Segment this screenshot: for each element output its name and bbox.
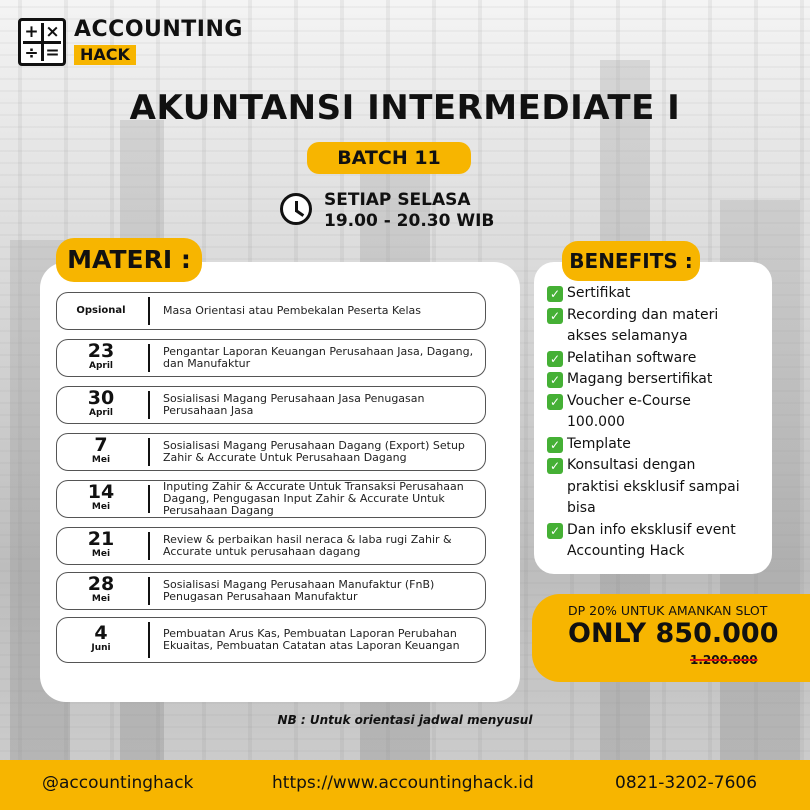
divide-symbol: ÷ xyxy=(24,42,39,63)
row-day: 21 xyxy=(87,528,115,550)
row-desc: Sosialisasi Magang Perusahaan Dagang (Export) Setup Zahir & Accurate Untuk Perusahaan Dagang xyxy=(163,439,465,464)
price-old: 1.200.000 xyxy=(690,653,758,667)
row-desc: Masa Orientasi atau Pembekalan Peserta Kelas xyxy=(163,304,421,317)
materi-row xyxy=(56,292,486,330)
row-opsional: Opsional xyxy=(76,305,126,316)
row-day: 4 xyxy=(94,622,108,644)
check-icon: ✓ xyxy=(547,372,563,388)
row-month: Juni xyxy=(91,643,111,653)
row-desc: Inputing Zahir & Accurate Untuk Transaksi Perusahaan Dagang, Pengugasan Input Zahir & Accurate Untuk Perusahaan Dagang xyxy=(163,480,464,517)
materi-row xyxy=(56,527,486,565)
row-month: Mei xyxy=(91,455,111,465)
schedule-time: 19.00 - 20.30 WIB xyxy=(324,211,495,231)
phone-number[interactable]: 0821-3202-7606 xyxy=(615,773,758,793)
row-desc: Sosialisasi Magang Perusahaan Manufaktur (FnB) Penugasan Perusahaan Manufaktur xyxy=(163,578,435,603)
page-title: AKUNTANSI INTERMEDIATE I xyxy=(129,88,681,128)
row-day: 7 xyxy=(94,434,108,456)
benefit-item: ✓ Konsultasi dengan praktisi eksklusif sampai bisa xyxy=(547,455,769,520)
schedule-info xyxy=(324,190,494,232)
benefit-item: ✓ Magang bersertifikat xyxy=(547,369,769,391)
row-day: 23 xyxy=(87,340,115,362)
row-day: 30 xyxy=(87,387,115,409)
materi-row xyxy=(56,572,486,610)
price-current: ONLY 850.000 xyxy=(568,618,779,649)
equals-symbol: = xyxy=(45,42,60,63)
benefit-item: ✓ Template xyxy=(547,434,769,456)
benefit-item: ✓ Pelatihan software xyxy=(547,348,769,370)
clock-icon xyxy=(280,193,312,225)
check-icon: ✓ xyxy=(547,437,563,453)
check-icon: ✓ xyxy=(547,286,563,302)
benefit-item: ✓ Voucher e-Course 100.000 xyxy=(547,391,769,434)
batch-badge: BATCH 11 xyxy=(307,142,471,174)
benefits-list xyxy=(547,283,769,563)
schedule-day: SETIAP SELASA xyxy=(324,190,471,210)
benefit-item: ✓ Sertifikat xyxy=(547,283,769,305)
row-desc: Sosialisasi Magang Perusahaan Jasa Penugasan Perusahaan Jasa xyxy=(163,392,425,417)
benefit-item: ✓ Dan info eksklusif event Accounting Hack xyxy=(547,520,769,563)
benefits-label: BENEFITS : xyxy=(562,241,700,281)
instagram-handle[interactable]: @accountinghack xyxy=(42,773,194,793)
check-icon: ✓ xyxy=(547,458,563,474)
logo-line2: HACK xyxy=(74,45,136,65)
row-day: 28 xyxy=(87,573,115,595)
plus-symbol: + xyxy=(24,21,39,42)
benefit-item: ✓ Recording dan materi akses selamanya xyxy=(547,305,769,348)
row-month: April xyxy=(88,408,114,418)
times-symbol: × xyxy=(45,21,60,42)
check-icon: ✓ xyxy=(547,523,563,539)
materi-row xyxy=(56,617,486,663)
dp-note: DP 20% UNTUK AMANKAN SLOT xyxy=(568,603,768,618)
schedule-note: NB : Untuk orientasi jadwal menyusul xyxy=(277,713,533,727)
check-icon: ✓ xyxy=(547,394,563,410)
row-month: Mei xyxy=(91,594,111,604)
materi-label: MATERI : xyxy=(56,238,202,282)
materi-row xyxy=(56,433,486,471)
brand-logo xyxy=(18,18,243,66)
row-day: 14 xyxy=(87,481,115,503)
row-month: Mei xyxy=(91,549,111,559)
row-desc: Pengantar Laporan Keuangan Perusahaan Jasa, Dagang, dan Manufaktur xyxy=(163,345,474,370)
calculator-icon xyxy=(18,18,66,66)
row-month: Mei xyxy=(91,502,111,512)
website-link[interactable]: https://www.accountinghack.id xyxy=(272,773,534,793)
materi-row xyxy=(56,386,486,424)
logo-line1: ACCOUNTING xyxy=(74,17,243,42)
check-icon: ✓ xyxy=(547,351,563,367)
row-month: April xyxy=(88,361,114,371)
check-icon: ✓ xyxy=(547,308,563,324)
row-desc: Pembuatan Arus Kas, Pembuatan Laporan Perubahan Ekuaitas, Pembuatan Catatan atas Laporan Keuangan xyxy=(163,627,460,652)
row-desc: Review & perbaikan hasil neraca & laba rugi Zahir & Accurate untuk perusahaan dagang xyxy=(163,533,452,558)
materi-row xyxy=(56,480,486,518)
materi-row xyxy=(56,339,486,377)
